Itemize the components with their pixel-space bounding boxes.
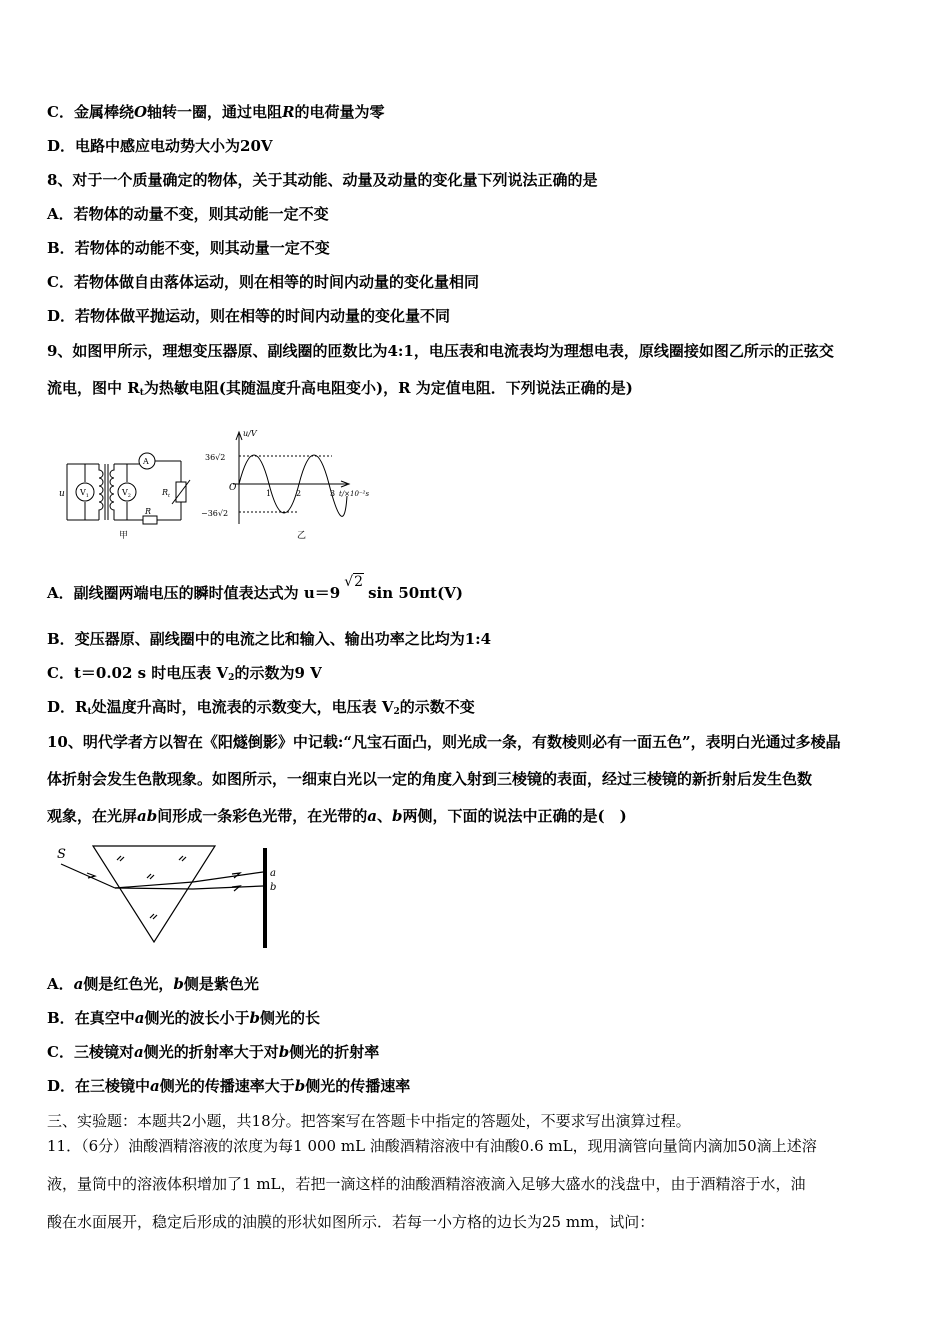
q9-stem-line1: 9、如图甲所示，理想变压器原、副线圈的匝数比为4:1，电压表和电流表均为理想电表，原线圈接如图乙所示的正弦交: [47, 342, 834, 360]
fig9-r: R: [145, 507, 152, 516]
q8-option-d: D．若物体做平抛运动，则在相等的时间内动量的变化量不同: [47, 307, 451, 325]
q10-option-d: D．在三棱镜中a侧光的传播速率大于b侧光的传播速率: [47, 1077, 411, 1095]
section-3-heading: 三、实验题：本题共2小题，共18分。把答案写在答题卡中指定的答题处，不要求写出演算过程。: [47, 1112, 691, 1130]
fig9-y-axis: u/V: [243, 429, 257, 438]
q7-option-d: D．电路中感应电动势大小为20V: [47, 137, 273, 155]
sqrt-symbol: √2: [344, 574, 364, 590]
fig9-x-axis: t/×10⁻²s: [339, 490, 370, 498]
q10-option-c: C．三棱镜对a侧光的折射率大于对b侧光的折射率: [47, 1043, 380, 1061]
q9-option-c: C．t＝0.02 s 时电压表 $V_2$的示数为9 V: [47, 664, 322, 683]
q10-stem-line2: 体折射会发生色散现象。如图所示，一细束白光以一定的角度入射到三棱镜的表面，经过三棱镜的新折射后发生色数: [47, 770, 813, 788]
fig9-yi: 乙: [297, 531, 307, 541]
fig9-origin: O: [229, 483, 237, 493]
q10-prism-figure: [47, 840, 287, 950]
q8-option-b: B．若物体的动能不变，则其动量一定不变: [47, 239, 330, 257]
q9-option-d: D．$R_t$处温度升高时，电流表的示数变大，电压表 $V_2$的示数不变: [47, 698, 475, 717]
q10-stem-line3: 观象，在光屏ab间形成一条彩色光带，在光带的a、b两侧，下面的说法中正确的是( ): [47, 807, 627, 825]
q11-stem-line1: 11．（6分）油酸酒精溶液的浓度为每1 000 mL 油酸酒精溶液中有油酸0.6 mL，现用滴管向量筒内滴加50滴上述溶: [47, 1137, 817, 1155]
q9-stem-line2: 流电，图中 $R_t$为热敏电阻(其随温度升高电阻变小)，R 为定值电阻．下列说法正确的是): [47, 379, 633, 398]
q8-option-c: C．若物体做自由落体运动，则在相等的时间内动量的变化量相同: [47, 273, 479, 291]
fig9-jia: 甲: [119, 531, 129, 541]
fig9-y-min: −36√2: [201, 509, 229, 518]
q10-option-b: B．在真空中a侧光的波长小于b侧光的长: [47, 1009, 320, 1027]
fig9-v1: $V_1$: [80, 488, 89, 499]
q10-stem-line1: 10、明代学者方以智在《阳燧倒影》中记载:“凡宝石面凸，则光成一条，有数棱则必有一面五色”，表明白光通过多棱晶: [47, 733, 841, 751]
fig10-a: a: [270, 868, 276, 879]
fig9-rt: $R_t$: [162, 488, 171, 499]
fig9-y-max: 36√2: [205, 453, 226, 462]
fig9-tick-2: 2: [296, 489, 302, 498]
q7-option-c: C．金属棒绕O轴转一圈，通过电阻R的电荷量为零: [47, 103, 385, 121]
q11-stem-line2: 液，量筒中的溶液体积增加了1 mL，若把一滴这样的油酸酒精溶液滴入足够大盛水的浅盘中，由于酒精溶于水，油: [47, 1175, 806, 1193]
q9-option-a: A．副线圈两端电压的瞬时值表达式为 u＝9√2sin 50πt(V): [47, 574, 463, 602]
q8-option-a: A．若物体的动量不变，则其动能一定不变: [47, 205, 329, 223]
fig10-b: b: [270, 882, 277, 893]
fig9-tick-3: 3: [330, 489, 336, 498]
fig9-ammeter: A: [143, 457, 149, 466]
fig9-u-label: u: [59, 489, 65, 499]
fig10-s: S: [57, 847, 66, 862]
q8-stem: 8、对于一个质量确定的物体，关于其动能、动量及动量的变化量下列说法正确的是: [47, 171, 598, 189]
q9-figure: [47, 416, 393, 544]
fig9-v2: $V_2$: [122, 488, 131, 499]
q11-stem-line3: 酸在水面展开，稳定后形成的油膜的形状如图所示．若每一小方格的边长为25 mm，试问：: [47, 1213, 655, 1231]
fig9-tick-1: 1: [266, 489, 272, 498]
q10-option-a: A．a侧是红色光，b侧是紫色光: [47, 975, 259, 993]
q9-option-b: B．变压器原、副线圈中的电流之比和输入、输出功率之比均为1:4: [47, 630, 492, 648]
